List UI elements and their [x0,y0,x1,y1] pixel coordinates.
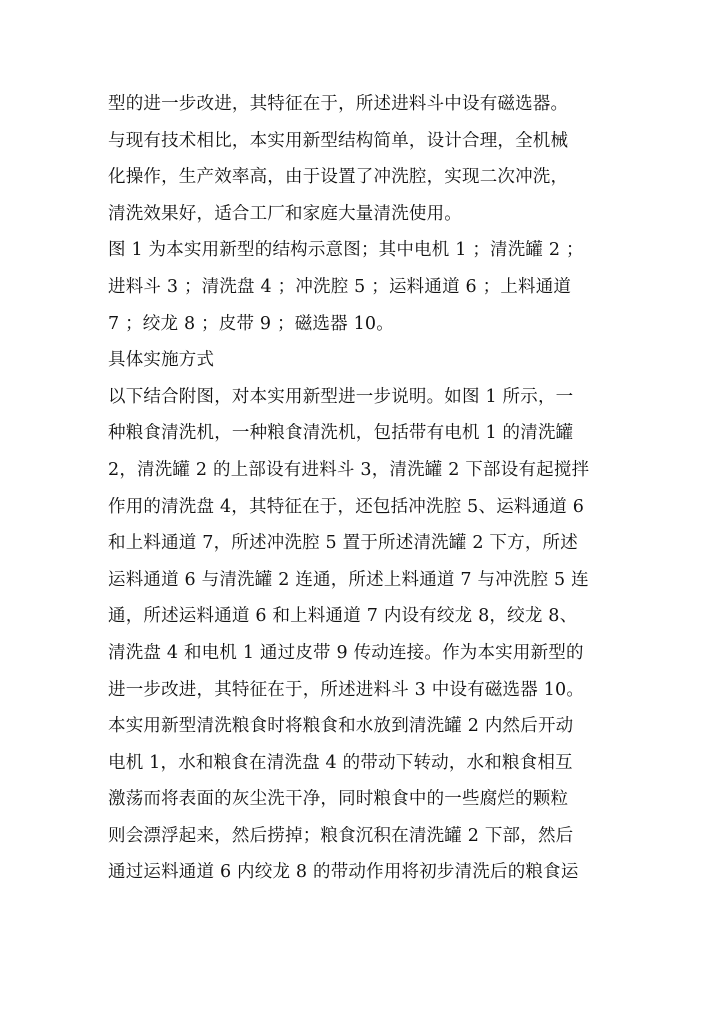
section-heading: 具体实施方式 [108,350,215,371]
text-line: 通过运料通道 6 内绞龙 8 的带动作用将初步清洗后的粮食运 [108,862,579,883]
text-line: 化操作，生产效率高，由于设置了冲洗腔，实现二次冲洗， [108,167,569,188]
text-line: 清洗效果好，适合工厂和家庭大量清洗使用。 [108,203,462,224]
text-line: 清洗盘 4 和电机 1 通过皮带 9 传动连接。作为本实用新型的 [108,642,584,663]
text-line: 型的进一步改进，其特征在于，所述进料斗中设有磁选器。 [108,94,569,114]
text-line: 进一步改进，其特征在于，所述进料斗 3 中设有磁选器 10。 [108,679,585,700]
text-line: 进料斗 3 ；清洗盘 4 ；冲洗腔 5 ；运料通道 6 ；上料通道 [108,276,572,297]
text-line: 本实用新型清洗粮食时将粮食和水放到清洗罐 2 内然后开动 [108,716,574,737]
text-line: 则会漂浮起来，然后捞掉；粮食沉积在清洗罐 2 下部，然后 [108,825,574,846]
text-line: 和上料通道 7，所述冲洗腔 5 置于所述清洗罐 2 下方，所述 [108,533,578,554]
text-line: 作用的清洗盘 4，其特征在于，还包括冲洗腔 5、运料通道 6 [108,496,585,517]
document-body [108,86,638,891]
text-line: 2，清洗罐 2 的上部设有进料斗 3，清洗罐 2 下部设有起搅拌 [108,459,590,480]
text-line: 种粮食清洗机，一种粮食清洗机，包括带有电机 1 的清洗罐 [108,423,574,444]
text-line: 7 ；绞龙 8 ；皮带 9 ；磁选器 10。 [108,313,394,334]
text-line: 通，所述运料通道 6 和上料通道 7 内设有绞龙 8，绞龙 8、 [108,606,578,627]
text-line: 电机 1，水和粮食在清洗盘 4 的带动下转动，水和粮食相互 [108,752,573,773]
text-line: 激荡而将表面的灰尘洗干净，同时粮食中的一些腐烂的颗粒 [108,789,569,810]
text-line: 图 1 为本实用新型的结构示意图；其中电机 1 ；清洗罐 2 ； [108,240,584,261]
text-line: 与现有技术相比，本实用新型结构简单，设计合理，全机械 [108,130,569,151]
text-line: 运料通道 6 与清洗罐 2 连通，所述上料通道 7 与冲洗腔 5 连 [108,569,589,590]
text-line: 以下结合附图，对本实用新型进一步说明。如图 1 所示，一 [108,386,574,407]
